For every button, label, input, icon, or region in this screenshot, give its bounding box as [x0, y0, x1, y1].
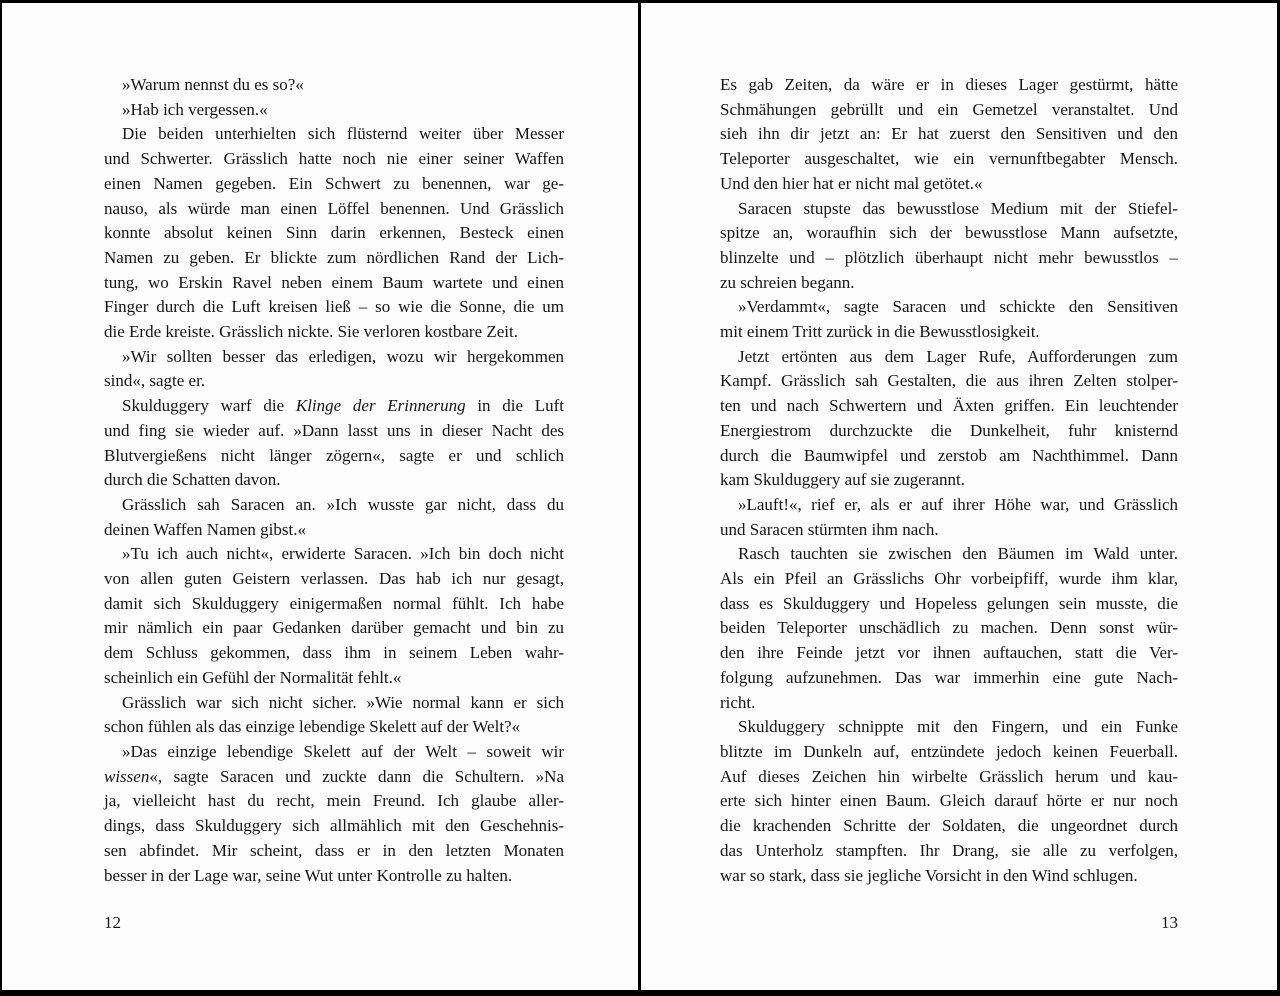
- text-line: [104, 592, 564, 617]
- text-line: [104, 320, 564, 345]
- text-line: [104, 468, 564, 493]
- text-line: [720, 98, 1178, 123]
- text-segment: Rasch tauchten sie zwischen den Bäumen im Wald unter.: [738, 544, 1178, 564]
- text-line: [720, 740, 1178, 765]
- text-segment: Teleporter ausgeschaltet, wie ein vernunftbegabter Mensch.: [720, 149, 1178, 169]
- text-segment: blinzelte und – plötzlich überhaupt nicht mehr bewusstlos –: [720, 247, 1178, 267]
- text-segment: dass es Skulduggery und Hopeless gelungen sein musste, die: [720, 593, 1178, 613]
- text-segment: »Verdammt«, sagte Saracen und schickte den Sensitiven: [738, 297, 1178, 317]
- text-segment: Grässlich sah Saracen an. »Ich wusste gar nicht, dass du: [122, 494, 564, 514]
- text-segment: Als ein Pfeil an Grässlichs Ohr vorbeipfiff, wurde ihm klar,: [720, 569, 1178, 589]
- text-segment: kam Skulduggery auf sie zugerannt.: [720, 470, 966, 490]
- text-segment: Saracen stupste das bewusstlose Medium mit der Stiefel-: [738, 198, 1178, 218]
- text-segment: blitzte im Dunkeln auf, entzündete jedoch keinen Feuerball.: [720, 741, 1178, 761]
- text-segment: beiden Teleporter unschädlich zu machen. Denn sonst wür-: [720, 618, 1178, 638]
- text-segment: in die Luft: [465, 396, 564, 416]
- text-segment: sind«, sagte er.: [104, 371, 206, 391]
- text-line: [104, 221, 564, 246]
- text-segment: »Das einzige lebendige Skelett auf der Welt – soweit wir: [122, 741, 564, 761]
- text-segment: erte sich hinter einen Baum. Gleich darauf hörte er nur noch: [720, 791, 1178, 811]
- text-line: [720, 73, 1178, 98]
- italic-text-segment: wissen: [104, 766, 150, 786]
- text-line: [720, 691, 1178, 716]
- text-line: [720, 567, 1178, 592]
- text-line: [720, 246, 1178, 271]
- text-line: [104, 246, 564, 271]
- text-segment: dem Schluss gekommen, dass ihm in seinem Leben wahr-: [104, 643, 564, 663]
- text-line: [720, 320, 1178, 345]
- text-segment: scheinlich ein Gefühl der Normalität fehlt.«: [104, 667, 402, 687]
- text-segment: konnte absolut keinen Sinn darin erkennen, Besteck einen: [104, 223, 564, 243]
- text-segment: Es gab Zeiten, da wäre er in dieses Lager gestürmt, hätte: [720, 75, 1178, 94]
- page-number-left: 12: [104, 913, 121, 932]
- text-line: [720, 715, 1178, 740]
- text-line: [720, 592, 1178, 617]
- text-line: [104, 444, 564, 469]
- text-segment: tung, wo Erskin Ravel neben einem Baum wartete und einen: [104, 272, 564, 292]
- text-line: [104, 616, 564, 641]
- text-line: [720, 765, 1178, 790]
- text-line: [104, 666, 564, 691]
- text-line: [720, 542, 1178, 567]
- text-line: [720, 616, 1178, 641]
- text-line: [104, 567, 564, 592]
- text-line: [720, 122, 1178, 147]
- text-line: [104, 864, 564, 889]
- text-segment: »Hab ich vergessen.«: [122, 99, 268, 119]
- text-line: [720, 468, 1178, 493]
- text-line: [104, 345, 564, 370]
- text-line: [104, 691, 564, 716]
- text-segment: Skulduggery schnippte mit den Fingern, und ein Funke: [738, 717, 1178, 737]
- text-segment: schon fühlen als das einzige lebendige Skelett auf der Welt?«: [104, 717, 521, 737]
- text-segment: ja, vielleicht hast du recht, mein Freund. Ich glaube aller-: [104, 791, 564, 811]
- text-segment: »Tu ich auch nicht«, erwiderte Saracen. »Ich bin doch nicht: [122, 544, 564, 564]
- text-line: [104, 542, 564, 567]
- text-segment: richt.: [720, 692, 756, 712]
- text-segment: Schmähungen gebrüllt und ein Gemetzel veranstaltet. Und: [720, 99, 1178, 119]
- text-line: [720, 789, 1178, 814]
- text-line: [104, 715, 564, 740]
- text-line: [720, 444, 1178, 469]
- text-line: [104, 493, 564, 518]
- text-segment: mit einem Tritt zurück in die Bewusstlosigkeit.: [720, 322, 1040, 342]
- page-number-right: 13: [1161, 913, 1178, 932]
- text-segment: den ihre Feinde jetzt vor ihnen auftauchen, statt die Ver-: [720, 643, 1178, 663]
- text-segment: Skulduggery warf die: [122, 396, 296, 416]
- text-line: [720, 814, 1178, 839]
- text-segment: Die beiden unterhielten sich flüsternd weiter über Messer: [122, 124, 564, 144]
- text-segment: ten und nach Schwertern und Äxten griffen. Ein leuchtender: [720, 396, 1178, 416]
- text-segment: und fing sie wieder auf. »Dann lasst uns in dieser Nacht des: [104, 420, 564, 440]
- text-line: [720, 394, 1178, 419]
- text-line: [720, 493, 1178, 518]
- text-segment: einen Namen gegeben. Ein Schwert zu benennen, war ge-: [104, 173, 564, 193]
- text-line: [104, 147, 564, 172]
- text-segment: nauso, als würde man einen Löffel benennen. Und Grässlich: [104, 198, 564, 218]
- text-segment: die Erde kreiste. Grässlich nickte. Sie verloren kostbare Zeit.: [104, 322, 518, 342]
- text-line: [720, 666, 1178, 691]
- text-line: [104, 197, 564, 222]
- text-line: [104, 73, 564, 98]
- text-segment: die krachenden Schritte der Soldaten, die ungeordnet durch: [720, 816, 1178, 836]
- page-divider-line: [638, 0, 641, 996]
- text-line: [104, 369, 564, 394]
- text-segment: Kampf. Grässlich sah Gestalten, die aus ihren Zelten stolper-: [720, 371, 1178, 391]
- text-line: [720, 345, 1178, 370]
- text-segment: das Unterholz stampften. Ihr Drang, sie alle zu verfolgen,: [720, 840, 1178, 860]
- page-left-text: [104, 73, 564, 888]
- text-segment: Auf dieses Zeichen hin wirbelte Grässlich herum und kau-: [720, 766, 1178, 786]
- text-segment: folgung aufzunehmen. Das war immerhin eine gute Nach-: [720, 667, 1178, 687]
- text-segment: Blutvergießens nicht länger zögern«, sagte er und schlich: [104, 445, 564, 465]
- text-segment: Energiestrom durchzuckte die Dunkelheit, fuhr knisternd: [720, 420, 1178, 440]
- text-segment: Namen zu geben. Er blickte zum nördlichen Rand der Lich-: [104, 247, 564, 267]
- text-line: [720, 172, 1178, 197]
- text-segment: sieh ihn dir jetzt an: Er hat zuerst den Sensitiven und den: [720, 124, 1178, 144]
- text-segment: zu schreien begann.: [720, 272, 855, 292]
- text-line: [104, 765, 564, 790]
- text-line: [104, 839, 564, 864]
- text-line: [104, 98, 564, 123]
- text-line: [720, 295, 1178, 320]
- text-line: [104, 814, 564, 839]
- text-segment: war so stark, dass sie jegliche Vorsicht in den Wind schlugen.: [720, 865, 1138, 885]
- page-right-text: [720, 73, 1178, 888]
- text-segment: sen abfindet. Mir scheint, dass er in den letzten Monaten: [104, 840, 564, 860]
- text-segment: Jetzt ertönten aus dem Lager Rufe, Aufforderungen zum: [738, 346, 1178, 366]
- text-line: [104, 394, 564, 419]
- text-segment: dings, dass Skulduggery sich allmählich mit den Geschehnis-: [104, 816, 564, 836]
- text-segment: und Schwerter. Grässlich hatte noch nie einer seiner Waffen: [104, 149, 564, 169]
- text-line: [104, 641, 564, 666]
- text-line: [104, 122, 564, 147]
- text-line: [720, 221, 1178, 246]
- text-segment: »Warum nennst du es so?«: [122, 75, 304, 94]
- text-segment: spitze an, woraufhin sich der bewusstlose Mann aufsetzte,: [720, 223, 1178, 243]
- text-segment: mir nämlich ein paar Gedanken darüber gemacht und bin zu: [104, 618, 564, 638]
- text-line: [720, 839, 1178, 864]
- text-line: [720, 271, 1178, 296]
- text-segment: durch die Baumwipfel und zerstob am Nachthimmel. Dann: [720, 445, 1178, 465]
- text-line: [720, 197, 1178, 222]
- text-segment: von allen guten Geistern verlassen. Das hab ich nur gesagt,: [104, 569, 564, 589]
- text-segment: damit sich Skulduggery einigermaßen normal fühlt. Ich habe: [104, 593, 564, 613]
- italic-text-segment: Klinge der Erinnerung: [295, 396, 466, 416]
- text-segment: Finger durch die Luft kreisen ließ – so wie die Sonne, die um: [104, 297, 564, 317]
- text-segment: Und den hier hat er nicht mal getötet.«: [720, 173, 983, 193]
- text-segment: »Lauft!«, rief er, als er auf ihrer Höhe war, und Grässlich: [738, 494, 1178, 514]
- text-line: [720, 641, 1178, 666]
- text-segment: Grässlich war sich nicht sicher. »Wie normal kann er sich: [122, 692, 564, 712]
- text-line: [720, 419, 1178, 444]
- text-segment: durch die Schatten davon.: [104, 470, 281, 490]
- text-line: [720, 864, 1178, 889]
- text-line: [104, 419, 564, 444]
- text-line: [104, 740, 564, 765]
- text-line: [104, 789, 564, 814]
- text-segment: besser in der Lage war, seine Wut unter Kontrolle zu halten.: [104, 865, 513, 885]
- text-line: [104, 271, 564, 296]
- text-segment: deinen Waffen Namen gibst.«: [104, 519, 306, 539]
- text-line: [104, 295, 564, 320]
- text-segment: und Saracen stürmten ihm nach.: [720, 519, 939, 539]
- text-line: [104, 172, 564, 197]
- text-line: [104, 518, 564, 543]
- text-segment: «, sagte Saracen und zuckte dann die Schultern. »Na: [149, 766, 564, 786]
- text-line: [720, 147, 1178, 172]
- text-line: [720, 369, 1178, 394]
- text-line: [720, 518, 1178, 543]
- text-segment: »Wir sollten besser das erledigen, wozu wir hergekommen: [122, 346, 564, 366]
